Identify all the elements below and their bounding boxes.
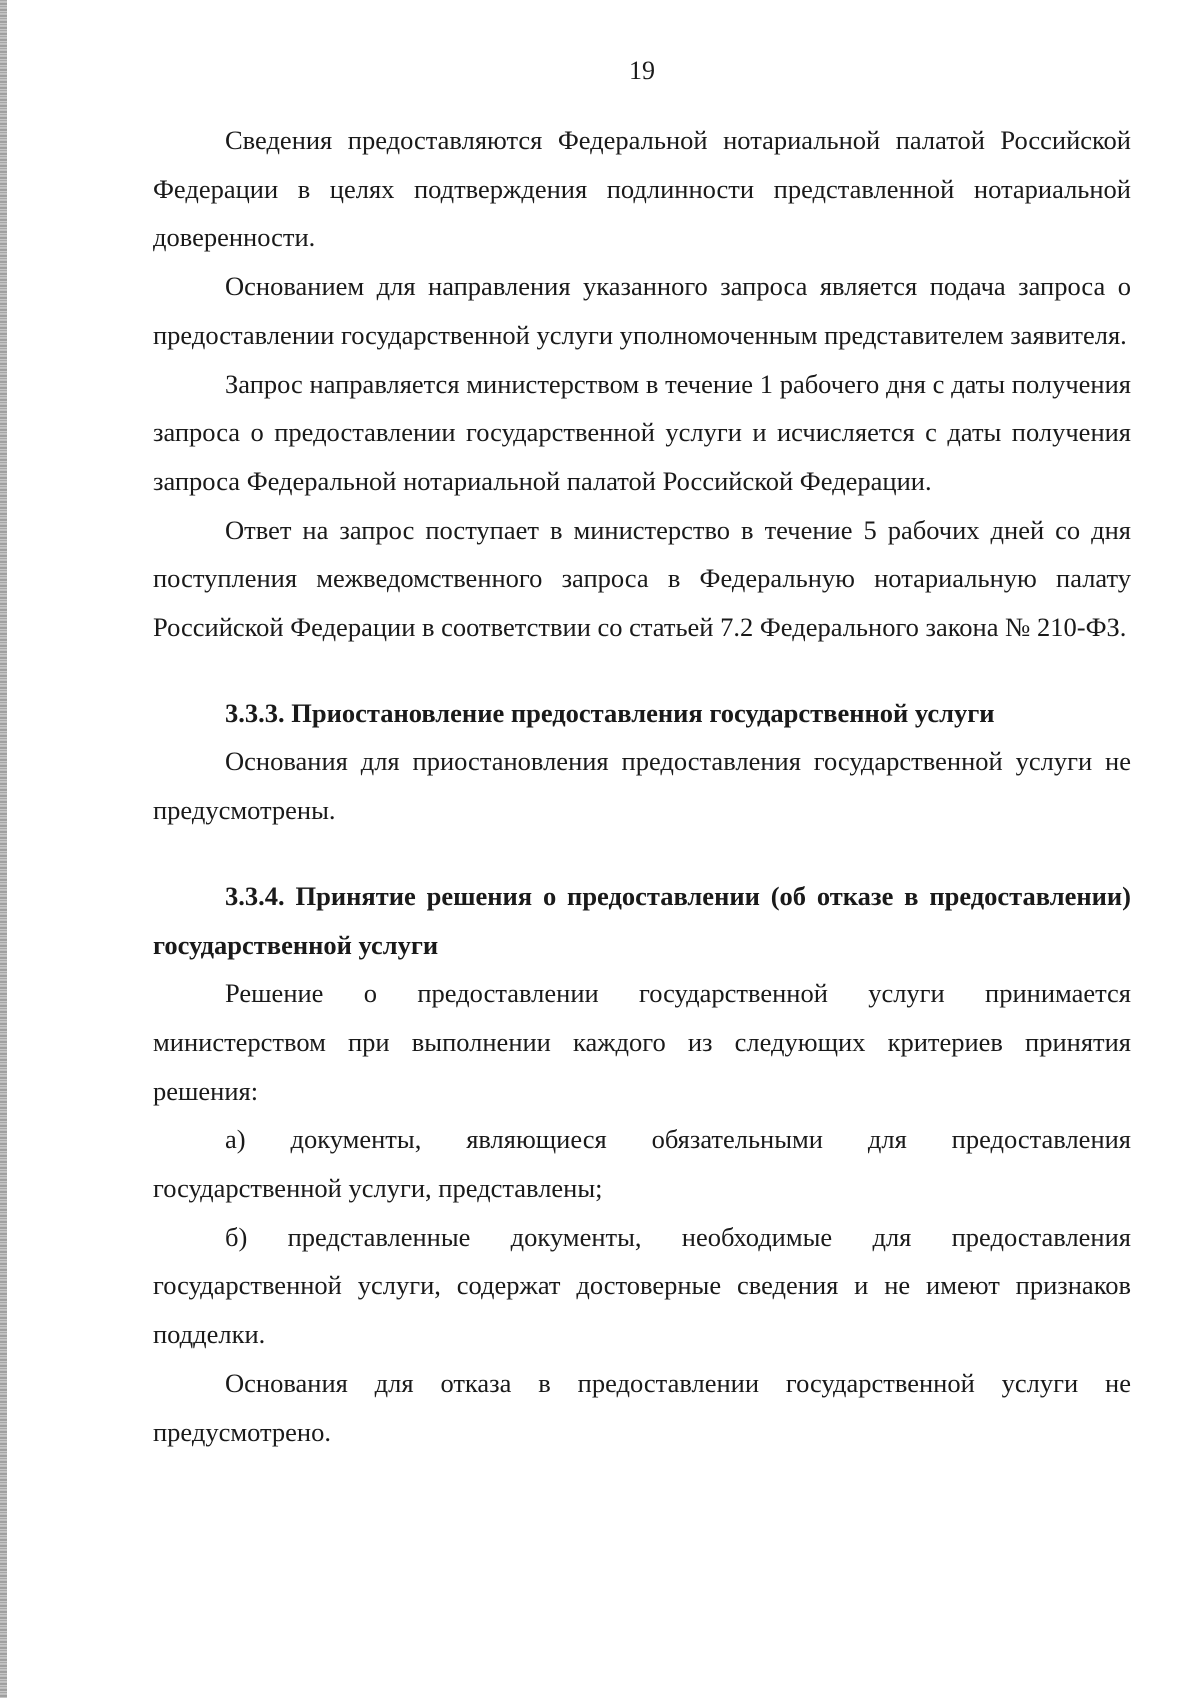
paragraph-notary-info: Сведения предоставляются Федеральной нотариальной палатой Российской Федерации в целях подтверждения подлинности представленной нотариальной доверенности. bbox=[153, 125, 1131, 253]
scan-edge-shadow bbox=[0, 0, 7, 1698]
paragraph-response-timing: Ответ на запрос поступает в министерство в течение 5 рабочих дней со дня поступления межведомственного запроса в Федеральную нотариальную палату Российской Федерации в соответствии со статьей 7.2 Федерального закона № 210-ФЗ. bbox=[153, 514, 1131, 643]
section-heading-3-3-3: 3.3.3. Приостановление предоставления государственной услуги bbox=[225, 697, 995, 728]
section-heading-3-3-4: 3.3.4. Принятие решения о предоставлении (об отказе в предоставлении) государственной услуги bbox=[153, 880, 1131, 960]
paragraph-refusal-grounds: Основания для отказа в предоставлении государственной услуги не предусмотрено. bbox=[153, 1367, 1131, 1447]
paragraph-decision-criteria: Решение о предоставлении государственной услуги принимается министерством при выполнении каждого из следующих критериев принятия решения: bbox=[153, 978, 1131, 1106]
paragraph-request-basis: Основанием для направления указанного запроса является подача запроса о предоставлении государственной услуги уполномоченным представителем заявителя. bbox=[153, 271, 1131, 350]
paragraph-suspension-grounds: Основания для приостановления предоставления государственной услуги не предусмотрены. bbox=[153, 746, 1131, 826]
list-item-a: а) документы, являющиеся обязательными для предоставления государственной услуги, представлены; bbox=[153, 1124, 1131, 1204]
page-number: 19 bbox=[629, 56, 655, 85]
paragraph-request-timing: Запрос направляется министерством в течение 1 рабочего дня с даты получения запроса о предоставлении государственной услуги и исчисляется с даты получения запроса Федеральной нотариальной палатой Российской Федерации. bbox=[153, 368, 1131, 496]
section-gap bbox=[153, 835, 1131, 872]
document-page bbox=[153, 52, 1131, 1456]
list-item-b: б) представленные документы, необходимые для предоставления государственной услуги, содержат достоверные сведения и не имеют признаков подделки. bbox=[153, 1221, 1131, 1350]
section-gap bbox=[153, 652, 1131, 689]
